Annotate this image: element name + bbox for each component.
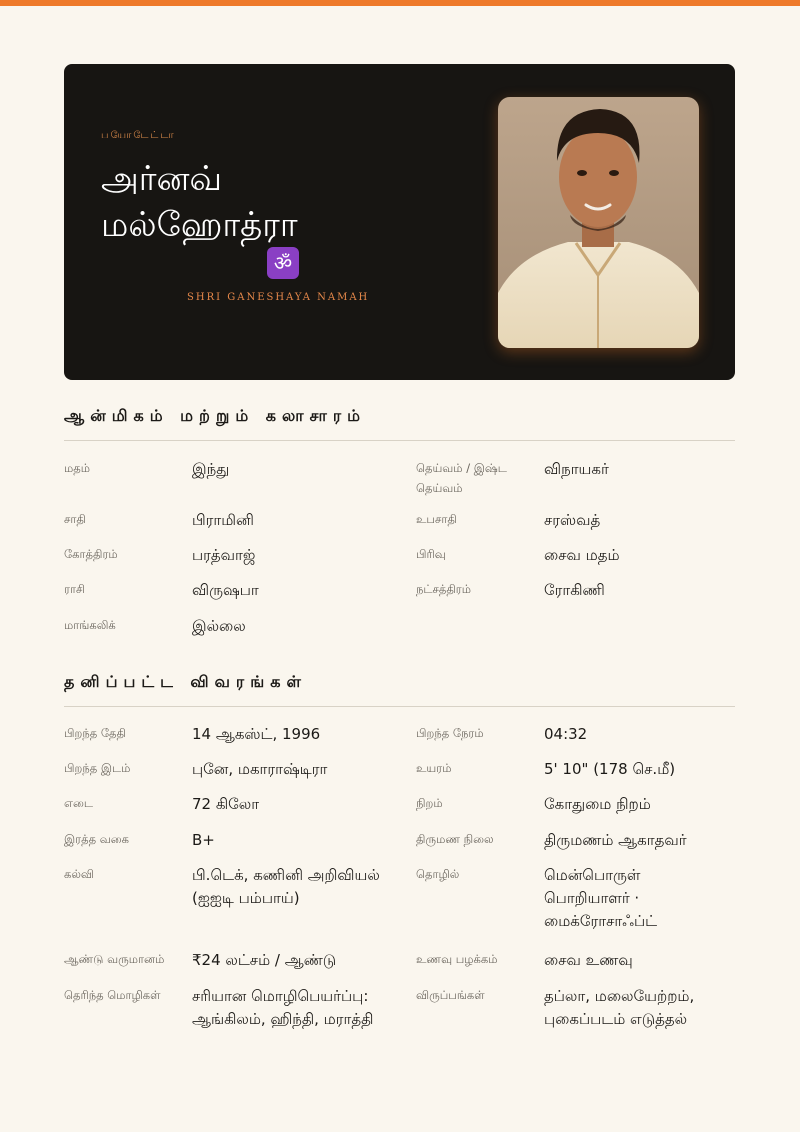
- income-value: ₹24 லட்சம் / ஆண்டு: [192, 951, 337, 969]
- profile-photo: [498, 97, 699, 348]
- birth-time-label: பிறந்த நேரம்: [416, 726, 484, 740]
- income-label: ஆண்டு வருமானம்: [64, 952, 165, 966]
- profile-name: அர்னவ் மல்ஹோத்ரா: [101, 159, 298, 245]
- biodata-eyebrow: பயோடேட்டா: [101, 130, 176, 141]
- marital-status-label: திருமண நிலை: [416, 832, 494, 846]
- sect-label: பிரிவு: [416, 547, 446, 561]
- birth-time-value: 04:32: [544, 725, 588, 743]
- caste-label: சாதி: [64, 512, 86, 526]
- caste-value: பிராமினி: [192, 511, 254, 529]
- diet-value: சைவ உணவு: [544, 951, 633, 969]
- birth-place-label: பிறந்த இடம்: [64, 761, 131, 775]
- top-accent-bar: [0, 0, 800, 6]
- section-divider: [64, 706, 735, 707]
- complexion-value: கோதுமை நிறம்: [544, 795, 651, 813]
- birth-place-value: புனே, மகாராஷ்டிரா: [192, 760, 328, 778]
- languages-label: தெரிந்த மொழிகள்: [64, 988, 161, 1002]
- rashi-value: விருஷபா: [192, 581, 259, 599]
- occupation-value: மென்பொருள் பொறியாளர் · மைக்ரோசாஃப்ட்: [544, 866, 658, 930]
- weight-value: 72 கிலோ: [192, 795, 260, 813]
- profile-header: [64, 64, 735, 380]
- hobbies-label: விருப்பங்கள்: [416, 988, 485, 1002]
- complexion-label: நிறம்: [416, 796, 443, 810]
- height-value: 5' 10" (178 செ.மீ): [544, 760, 676, 778]
- rashi-label: ராசி: [64, 582, 85, 596]
- education-label: கல்வி: [64, 867, 94, 881]
- blood-group-label: இரத்த வகை: [64, 832, 130, 846]
- blood-group-value: B+: [192, 831, 215, 849]
- gotra-label: கோத்திரம்: [64, 547, 118, 561]
- diet-label: உணவு பழக்கம்: [416, 952, 498, 966]
- dob-label: பிறந்த தேதி: [64, 726, 126, 740]
- section-divider: [64, 440, 735, 441]
- sect-value: சைவ மதம்: [544, 546, 620, 564]
- religion-value: இந்து: [192, 460, 230, 478]
- marital-status-value: திருமணம் ஆகாதவர்: [544, 831, 687, 849]
- languages-value: சரியான மொழிபெயர்ப்பு: ஆங்கிலம், ஹிந்தி, மராத்தி: [192, 987, 374, 1028]
- religion-label: மதம்: [64, 461, 90, 475]
- blessing-text: SHRI GANESHAYA NAMAH: [187, 292, 370, 303]
- om-icon: ॐ: [267, 247, 299, 279]
- spiritual-section-title: ஆன்மிகம் மற்றும் கலாசாரம்: [64, 406, 366, 425]
- deity-label: தெய்வம் / இஷ்ட தெய்வம்: [416, 461, 507, 495]
- nakshatra-value: ரோகிணி: [544, 581, 605, 599]
- weight-label: எடை: [64, 796, 94, 810]
- occupation-label: தொழில்: [416, 867, 460, 881]
- education-value: பி.டெக், கணினி அறிவியல் (ஐஐடி பம்பாய்): [192, 866, 380, 907]
- subcaste-label: உபசாதி: [416, 512, 457, 526]
- gotra-value: பரத்வாஜ்: [192, 546, 256, 564]
- dob-value: 14 ஆகஸ்ட், 1996: [192, 725, 321, 743]
- manglik-label: மாங்கலிக்: [64, 618, 116, 632]
- manglik-value: இல்லை: [192, 617, 246, 635]
- hobbies-value: தப்லா, மலையேற்றம், புகைப்படம் எடுத்தல்: [544, 987, 695, 1028]
- deity-value: விநாயகர்: [544, 460, 609, 478]
- personal-section-title: தனிப்பட்ட விவரங்கள்: [64, 672, 307, 691]
- height-label: உயரம்: [416, 761, 452, 775]
- nakshatra-label: நட்சத்திரம்: [416, 582, 472, 596]
- subcaste-value: சரஸ்வத்: [544, 511, 601, 529]
